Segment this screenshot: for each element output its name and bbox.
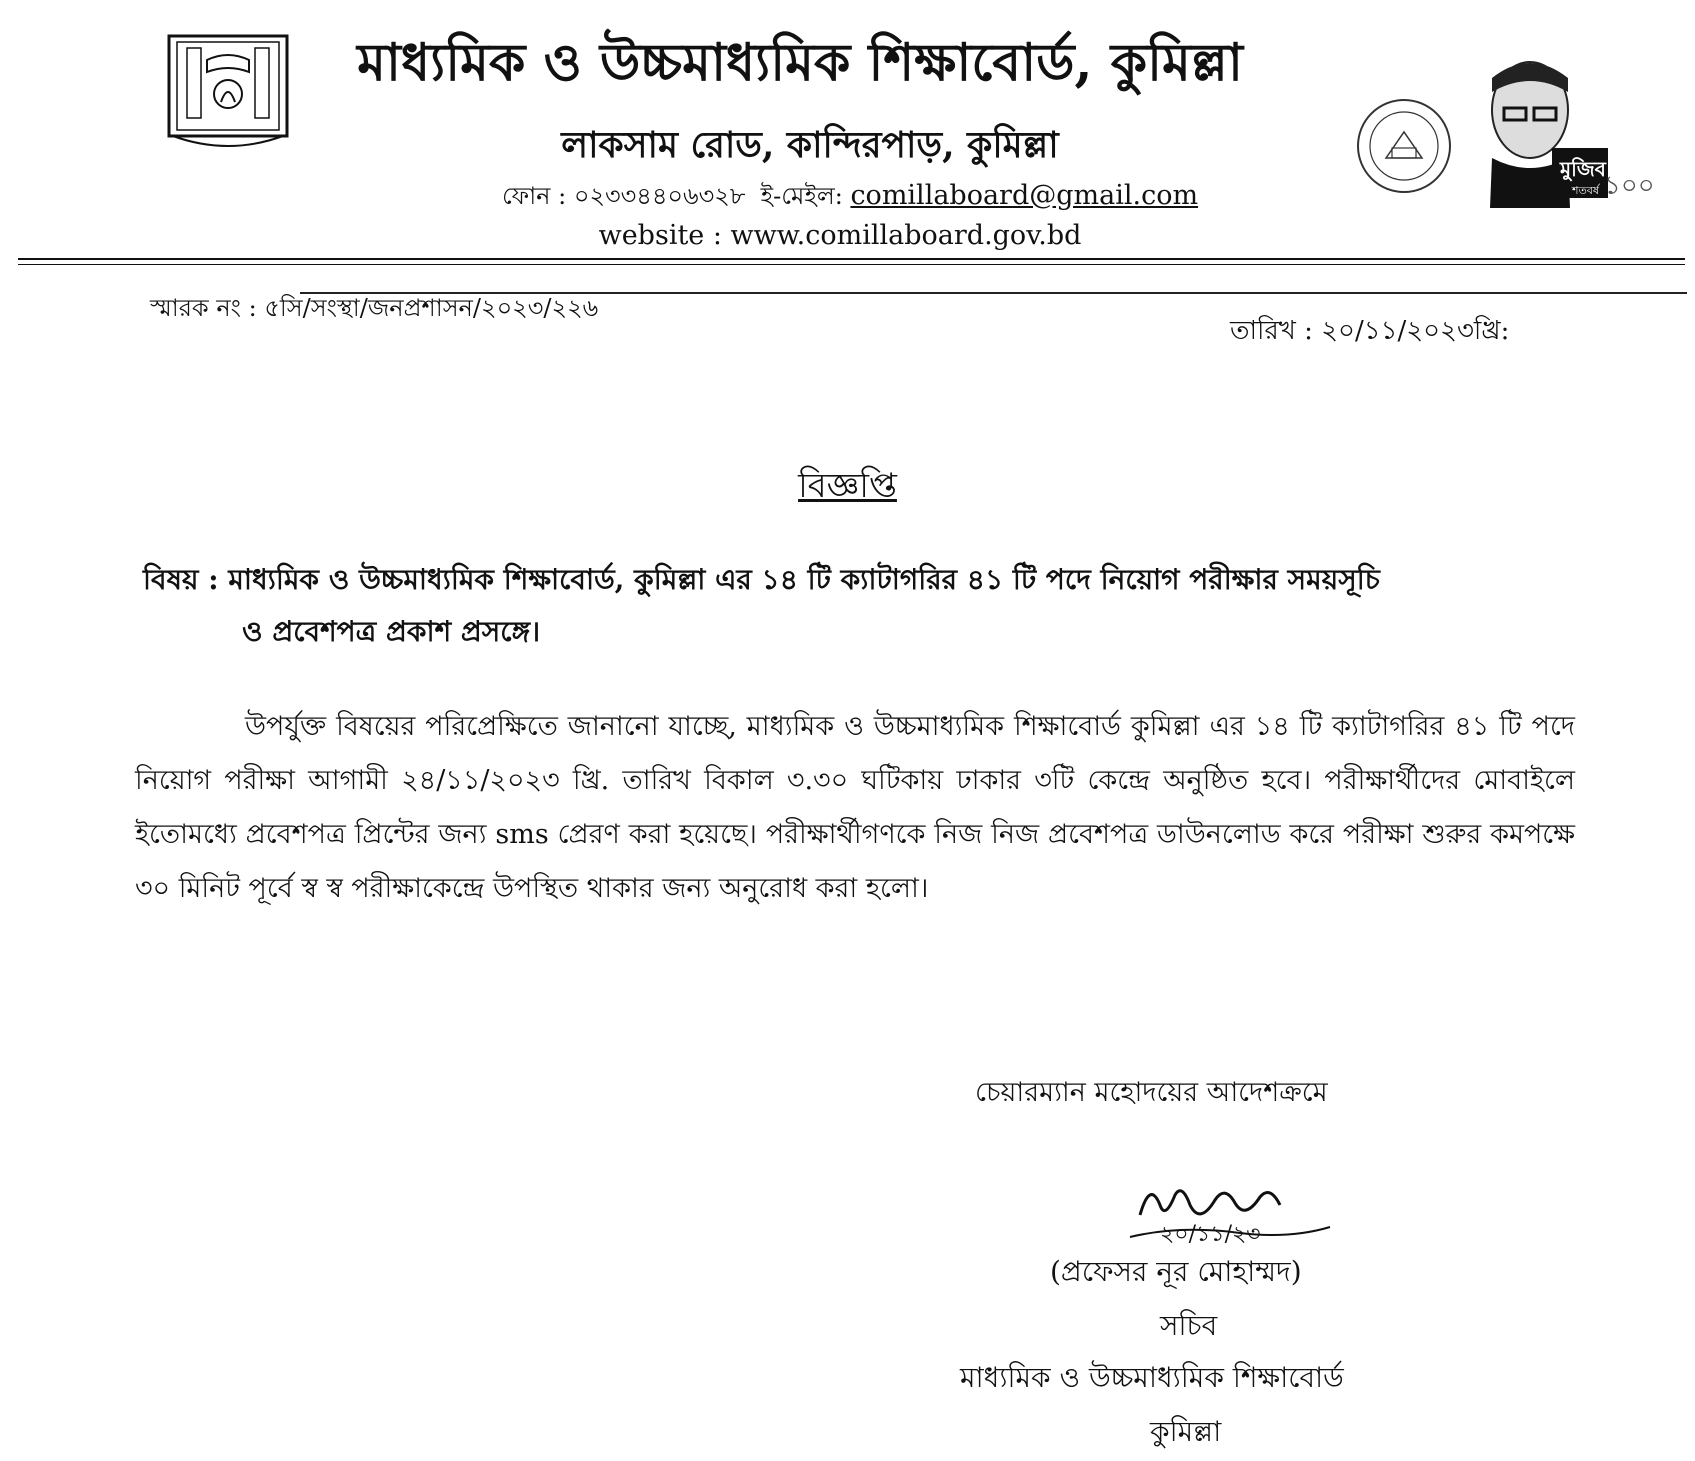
board-address: লাকসাম রোড, কান্দিরপাড়, কুমিল্লা bbox=[561, 124, 1059, 166]
phone-text: ফোন : ০২৩৩৪৪০৬৩২৮ bbox=[501, 182, 746, 210]
subject-line-2: ও প্রবেশপত্র প্রকাশ প্রসঙ্গে। bbox=[242, 615, 541, 648]
header-divider-top bbox=[18, 258, 1685, 260]
emblem-number: ১০০ bbox=[1604, 171, 1655, 201]
email-link[interactable]: comillaboard@gmail.com bbox=[850, 180, 1199, 211]
mujib-emblem-icon bbox=[1352, 48, 1655, 208]
handwritten-signature-icon bbox=[1120, 1175, 1340, 1245]
emblem-year-text: শতবর্ষ bbox=[1572, 184, 1599, 197]
memo-number: স্মারক নং : ৫সি/সংস্থা/জনপ্রশাসন/২০২৩/২২৬ bbox=[150, 294, 599, 322]
header-divider-bottom bbox=[18, 264, 1685, 265]
notice-title bbox=[0, 460, 1695, 517]
emblem-text: মুজিব bbox=[1560, 157, 1606, 181]
order-line: চেয়ারম্যান মহোদয়ের আদেশক্রমে bbox=[975, 1077, 1328, 1108]
subject-line-1: বিষয় : মাধ্যমিক ও উচ্চমাধ্যমিক শিক্ষাবোর্ড, কুমিল্লা এর ১৪ টি ক্যাটাগরির ৪১ টি পদে নিয়োগ পরীক্ষার সময়সূচি bbox=[143, 563, 1380, 596]
notice-body: উপর্যুক্ত বিষয়ের পরিপ্রেক্ষিতে জানানো যাচ্ছে, মাধ্যমিক ও উচ্চমাধ্যমিক শিক্ষাবোর্ড কুমিল্লা এর ১৪ টি ক্যাটাগরির ৪১ টি পদে নিয়োগ পরীক্ষা আগামী ২৪/১১/২০২৩ খ্রি. তারিখ বিকাল ৩.৩০ ঘটিকায় ঢাকার ৩টি কেন্দ্রে অনুষ্ঠিত হবে। পরীক্ষার্থীদের মোবাইলে ইতোমধ্যে প্রবেশপত্র প্রিন্টের জন্য sms প্রেরণ করা হয়েছে। পরীক্ষার্থীগণকে নিজ নিজ প্রবেশপত্র ডাউনলোড করে পরীক্ষা শুরুর কমপক্ষে ৩০ মিনিট পূর্বে স্ব স্ব পরীক্ষাকেন্দ্রে উপস্থিত থাকার জন্য অনুরোধ করা হলো। bbox=[135, 711, 1576, 904]
signatory-title: সচিব bbox=[1160, 1309, 1218, 1342]
signatory-name: (প্রফেসর নূর মোহাম্মদ) bbox=[1050, 1255, 1302, 1288]
board-name-heading: মাধ্যমিক ও উচ্চমাধ্যমিক শিক্ষাবোর্ড, কুমিল্লা bbox=[357, 32, 1243, 93]
website-line: website : www.comillaboard.gov.bd bbox=[598, 220, 1082, 251]
signatory-organization: মাধ্যমিক ও উচ্চমাধ্যমিক শিক্ষাবোর্ড bbox=[960, 1361, 1344, 1394]
board-logo-icon bbox=[163, 32, 293, 152]
signatory-city: কুমিল্লা bbox=[1150, 1415, 1222, 1448]
notice-title-text: বিজ্ঞপ্তি bbox=[798, 466, 897, 506]
email-label: ই-মেইল: bbox=[760, 182, 843, 210]
contact-line bbox=[400, 178, 1300, 218]
memo-date: তারিখ : ২০/১১/২০২৩খ্রি: bbox=[1230, 316, 1510, 346]
signature-date: ২০/১১/২৩ bbox=[1160, 1222, 1261, 1247]
